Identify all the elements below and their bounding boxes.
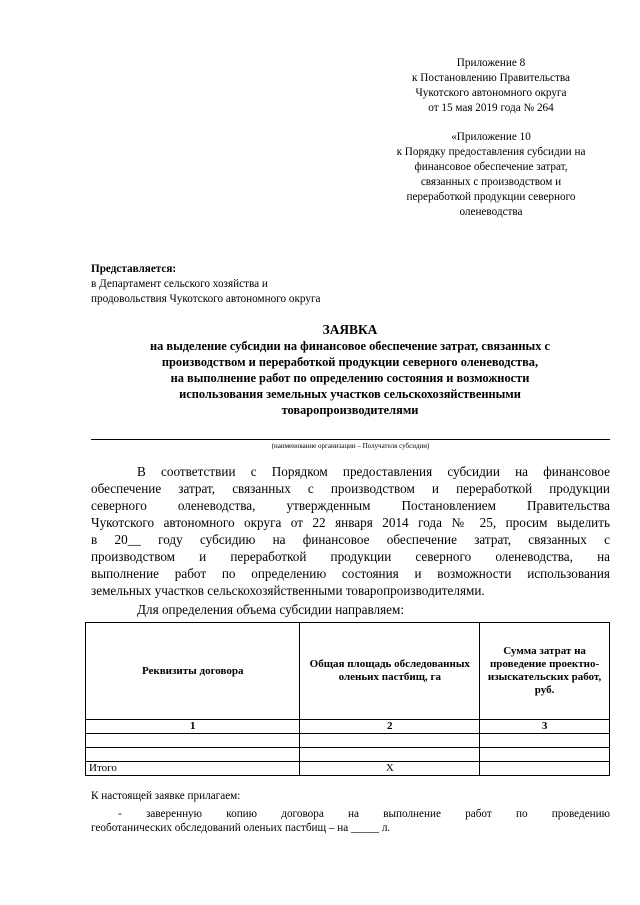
column-number: 3 <box>480 720 610 734</box>
body-line: Чукотского автономного округа от 22 января 2014 года № 25, просим выделить <box>91 515 610 530</box>
table-cell[interactable] <box>86 748 300 762</box>
body-line: северного оленеводства, утвержденным Постановлением Правительства <box>91 498 610 513</box>
title-line: на выполнение работ по определению состояния и возможности <box>170 371 530 385</box>
organization-fill-line[interactable] <box>91 439 610 440</box>
submitted-line: продовольствия Чукотского автономного округа <box>91 293 321 305</box>
table-cell[interactable] <box>86 734 300 748</box>
table-cell[interactable] <box>300 734 480 748</box>
attachments-title: К настоящей заявке прилагаем: <box>91 790 241 802</box>
appendix-line: Приложение 8 <box>456 57 526 69</box>
total-label: Итого <box>86 762 300 776</box>
total-mark: Х <box>300 762 480 776</box>
attachment-item <box>91 807 610 835</box>
body-line: производством и переработкой продукции северного оленеводства, на <box>91 549 610 564</box>
body-line: обеспечение затрат, связанных с производством и переработкой продукции <box>91 481 610 496</box>
body-line: выполнение работ по определению состояния и возможности использования <box>91 566 610 581</box>
submitted-label: Представляется: <box>91 263 177 275</box>
total-cost-cell[interactable] <box>480 762 610 776</box>
column-number: 2 <box>300 720 480 734</box>
table-cell[interactable] <box>480 748 610 762</box>
appendix-8-block <box>372 56 610 116</box>
body-line: в 20__ году субсидию на финансовое обеспечение затрат, связанных с <box>91 532 610 547</box>
table-row <box>86 748 610 762</box>
table-header-row <box>86 623 610 720</box>
column-number: 1 <box>86 720 300 734</box>
body-line: земельных участков сельскохозяйственными товаропроизводителями. <box>91 583 485 598</box>
title-main: ЗАЯВКА <box>322 322 378 337</box>
table-cell[interactable] <box>480 734 610 748</box>
title-line: на выделение субсидии на финансовое обеспечение затрат, связанных с <box>149 339 551 353</box>
attachment-line: - заверенную копию договора на выполнение работ по проведению <box>118 808 610 820</box>
organization-caption: (наименование организации – Получателя субсидии) <box>271 442 430 450</box>
attachment-line: геоботанических обследований оленьих пастбищ – на _____ л. <box>91 822 391 834</box>
appendix-line: к Постановлению Правительства <box>412 72 570 84</box>
title-line: производством и переработкой продукции северного оленеводства, <box>161 355 539 369</box>
header-total-cost: Сумма затрат на проведение проектно-изыскательских работ, руб. <box>480 623 610 720</box>
title-line: товаропроизводителями <box>281 403 419 417</box>
subsidy-table <box>85 622 610 776</box>
table-total-row <box>86 762 610 776</box>
body-line: В соответствии с Порядком предоставления субсидии на финансовое <box>137 464 610 479</box>
direction-line: Для определения объема субсидии направляем: <box>137 602 405 617</box>
appendix-line: связанных с производством и <box>420 176 562 188</box>
body-paragraph <box>91 463 610 599</box>
appendix-line: финансовое обеспечение затрат, <box>414 161 568 173</box>
table-cell[interactable] <box>300 748 480 762</box>
table-number-row <box>86 720 610 734</box>
title-line: использования земельных участков сельскохозяйственными <box>179 387 521 401</box>
appendix-line: «Приложение 10 <box>451 131 531 143</box>
header-total-area: Общая площадь обследованных оленьих пастбищ, га <box>300 623 480 720</box>
table-row <box>86 734 610 748</box>
submitted-line: в Департамент сельского хозяйства и <box>91 278 268 290</box>
appendix-line: Чукотского автономного округа <box>415 87 567 99</box>
submitted-to-block <box>91 262 321 307</box>
appendix-line: от 15 мая 2019 года № 264 <box>428 102 554 114</box>
appendix-10-block <box>372 130 610 220</box>
document-title <box>60 322 640 418</box>
appendix-line: переработкой продукции северного <box>406 191 576 203</box>
header-contract-details: Реквизиты договора <box>86 623 300 720</box>
appendix-line: оленеводства <box>459 206 523 218</box>
appendix-line: к Порядку предоставления субсидии на <box>396 146 586 158</box>
